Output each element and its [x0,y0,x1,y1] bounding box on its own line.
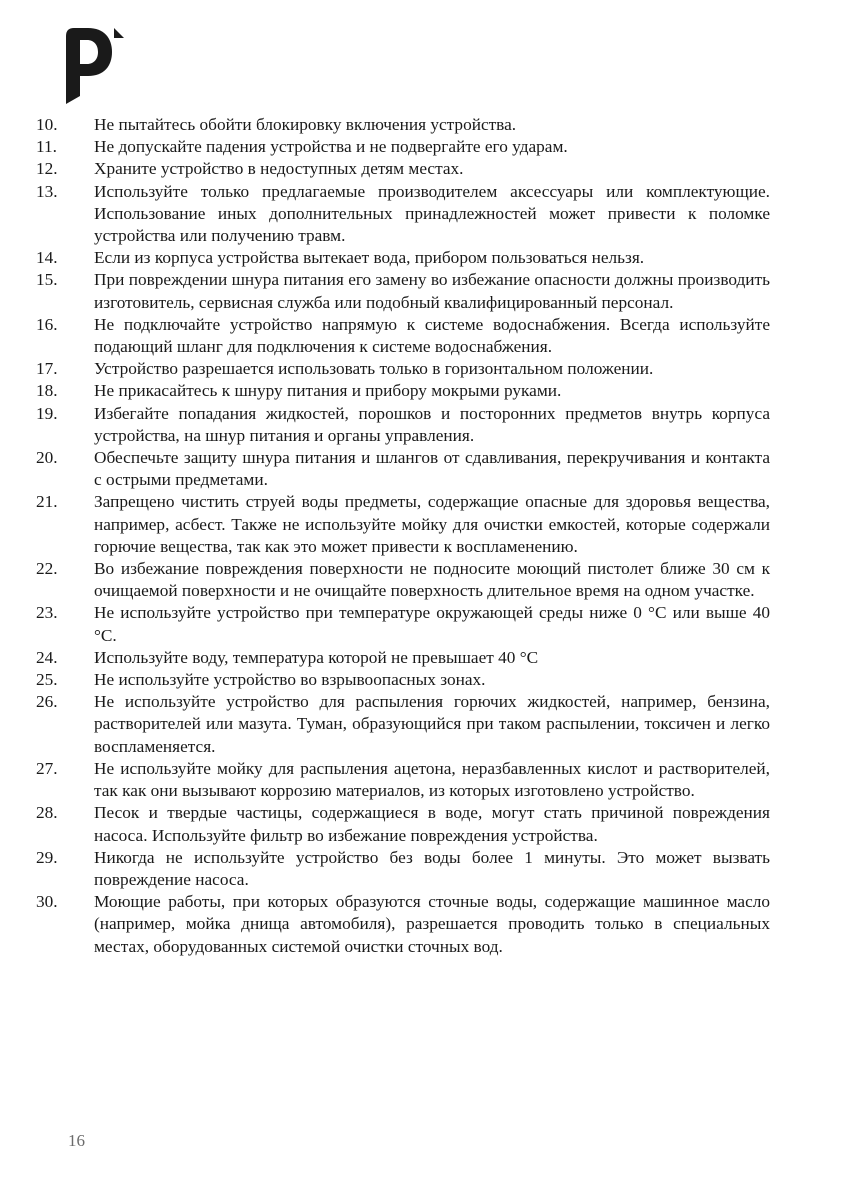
list-item [36,269,770,313]
item-text: Если из корпуса устройства вытекает вода, прибором пользоваться нельзя. [94,248,645,268]
item-number: 19. [36,403,58,423]
item-text: Не подключайте устройство напрямую к системе водоснабжения. Всегда используйте подающий шланг для подключения к системе водоснабжения. [94,314,770,357]
item-text: Не используйте устройство во взрывоопасных зонах. [94,670,486,690]
list-item [36,158,770,180]
item-number: 21. [36,492,58,512]
item-number: 10. [36,115,58,134]
list-item [36,847,770,891]
item-number: 26. [36,692,58,712]
item-number: 28. [36,803,58,823]
list-item [36,802,770,846]
item-number: 25. [36,670,58,690]
item-number: 24. [36,647,58,667]
item-text: Моющие работы, при которых образуются сточные воды, содержащие машинное масло (например, мойка днища автомобиля), разрешается проводить только в специальных местах, оборудованных системой очистки сточных вод. [94,892,770,956]
item-number: 30. [36,892,58,912]
list-item [36,669,770,691]
item-number: 13. [36,181,58,201]
list-item [36,647,770,669]
list-item [36,181,770,248]
item-text: Не допускайте падения устройства и не подвергайте его ударам. [94,137,568,157]
item-number: 12. [36,159,58,179]
item-text: Используйте только предлагаемые производителем аксессуары или комплектующие. Использование иных дополнительных принадлежностей может привести к поломке устройства или получению травм. [94,181,770,246]
list-item [36,314,770,358]
item-text: Во избежание повреждения поверхности не подносите моющий пистолет ближе 30 см к очищаемой поверхности и не очищайте поверхность длительное время на одном участке. [94,559,770,601]
list-item [36,891,770,958]
item-number: 15. [36,270,58,290]
list-item [36,380,770,402]
list-item [36,447,770,491]
list-item [36,491,770,558]
item-text: Не используйте устройство для распыления горючих жидкостей, например, бензина, растворителей или мазута. Туман, образующийся при таком распылении, токсичен и легко воспламеняется. [94,692,770,756]
item-number: 16. [36,314,58,334]
item-text: Никогда не используйте устройство без воды более 1 минуты. Это может вызвать повреждение насоса. [94,847,770,889]
item-number: 18. [36,381,58,401]
item-number: 29. [36,847,58,867]
item-number: 22. [36,559,58,579]
list-item [36,602,770,646]
page-number: 16 [68,1131,85,1150]
item-number: 23. [36,603,58,623]
item-text: Запрещено чистить струей воды предметы, содержащие опасные для здоровья вещества, например, асбест. Также не используйте мойку для очистки емкостей, которые содержали горючие вещества, так как это может привести к воспламенению. [94,492,770,556]
item-number: 27. [36,758,58,778]
list-item [36,403,770,447]
item-text: Храните устройство в недоступных детям местах. [94,159,464,179]
item-text: Не пытайтесь обойти блокировку включения устройства. [94,115,517,134]
item-text: При повреждении шнура питания его замену во избежание опасности должны производить изготовитель, сервисная служба или подобный квалифицированный персонал. [94,270,770,312]
brand-p-logo-icon [62,26,128,104]
item-text: Песок и твердые частицы, содержащиеся в воде, могут стать причиной повреждения насоса. Используйте фильтр во избежание повреждения устройства. [94,803,770,845]
list-item [36,136,770,158]
item-text: Используйте воду, температура которой не превышает 40 °C [94,647,539,667]
item-text: Не используйте устройство при температуре окружающей среды ниже 0 °C или выше 40 °C. [94,603,770,645]
item-number: 14. [36,248,58,268]
list-item [36,691,770,758]
item-text: Не используйте мойку для распыления ацетона, неразбавленных кислот и растворителей, так как они вызывают коррозию материалов, из которых изготовлено устройство. [94,758,770,801]
list-item [36,247,770,269]
item-number: 11. [36,137,57,157]
list-item [36,558,770,602]
item-text: Устройство разрешается использовать только в горизонтальном положении. [94,359,654,379]
item-number: 20. [36,448,58,468]
item-text: Избегайте попадания жидкостей, порошков и посторонних предметов внутрь корпуса устройства, на шнур питания и органы управления. [94,403,770,445]
list-item [36,358,770,380]
safety-instructions-list [36,114,770,958]
item-number: 17. [36,359,58,379]
list-item [36,758,770,802]
item-text: Не прикасайтесь к шнуру питания и прибору мокрыми руками. [94,381,562,401]
item-text: Обеспечьте защиту шнура питания и шлангов от сдавливания, перекручивания и контакта с острыми предметами. [94,448,770,490]
list-item [36,114,770,136]
